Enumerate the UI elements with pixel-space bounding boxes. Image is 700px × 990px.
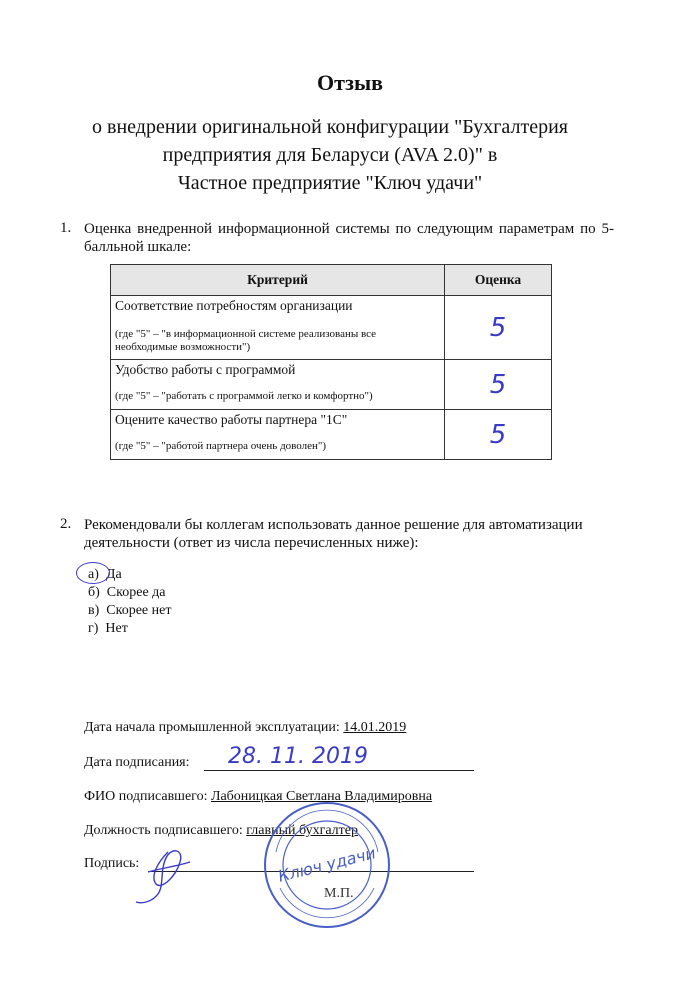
- option-d: [88, 620, 128, 638]
- option-label: а): [88, 567, 99, 582]
- criterion-cell: [111, 410, 445, 460]
- selected-option-circle: [76, 562, 110, 584]
- handwritten-signature: [128, 832, 208, 912]
- criterion-note: (где "5" – "в информационной системе реализованы все необходимые возможности"): [115, 328, 377, 353]
- criterion-cell: [111, 360, 445, 410]
- mp-label: М.П.: [324, 886, 354, 901]
- sign-date-field: [84, 755, 190, 771]
- option-text: Да: [105, 567, 122, 582]
- option-b: [88, 584, 166, 602]
- start-date-value: 14.01.2019: [343, 720, 407, 735]
- criterion-cell: [111, 296, 445, 360]
- criterion-column-header: Критерий: [111, 265, 445, 296]
- subtitle-line-3: Частное предприятие "Ключ удачи": [177, 172, 483, 194]
- table-row: [111, 296, 552, 360]
- criteria-table: [110, 264, 552, 460]
- criterion-title: Соответствие потребностям организации: [115, 298, 353, 313]
- criterion-note: (где "5" – "работой партнера очень доволен"): [115, 440, 327, 452]
- fio-value: Лабоницкая Светлана Владимировна: [210, 789, 433, 804]
- start-date-label: Дата начала промышленной эксплуатации:: [84, 720, 340, 735]
- subtitle-line-1: о внедрении оригинальной конфигурации "Бухгалтерия: [92, 116, 568, 138]
- score-cell: 5: [445, 410, 552, 460]
- position-label: Должность подписавшего:: [84, 823, 243, 838]
- section-1-number: 1.: [60, 220, 72, 236]
- stamp-text: Ключ удачи: [276, 843, 378, 886]
- option-label: г): [88, 621, 99, 636]
- criterion-title: Оцените качество работы партнера "1С": [115, 412, 348, 427]
- option-text: Скорее нет: [106, 603, 172, 618]
- document-title: Отзыв: [316, 70, 384, 95]
- score-column-header: Оценка: [445, 265, 552, 296]
- sign-date-label: Дата подписания:: [84, 755, 190, 770]
- position-value: главный бухгалтер: [246, 823, 358, 838]
- option-c: [88, 602, 171, 620]
- sign-date-line: [204, 770, 474, 771]
- section-1-text: Оценка внедренной информационной системы по следующим параметрам по 5-балльной шкале:: [84, 221, 614, 255]
- option-text: Нет: [105, 621, 128, 636]
- subtitle-line-2: предприятия для Беларуси (AVA 2.0)" в: [162, 144, 498, 166]
- option-text: Скорее да: [106, 585, 166, 600]
- section-2-number: 2.: [60, 516, 72, 532]
- criterion-note: (где "5" – "работать с программой легко и комфортно"): [115, 390, 373, 402]
- section-2-text: Рекомендовали бы коллегам использовать данное решение для автоматизации деятельности (ответ из числа перечисленных ниже):: [84, 517, 583, 551]
- signature-label: Подпись:: [84, 856, 140, 871]
- option-label: б): [88, 585, 100, 600]
- sign-date-value: 28. 11. 2019: [228, 744, 368, 769]
- score-cell: 5: [445, 360, 552, 410]
- criterion-title: Удобство работы с программой: [115, 362, 296, 377]
- score-cell: 5: [445, 296, 552, 360]
- table-row: [111, 410, 552, 460]
- start-date-field: [84, 720, 406, 736]
- option-label: в): [88, 603, 100, 618]
- table-row: [111, 360, 552, 410]
- fio-label: ФИО подписавшего:: [84, 789, 208, 804]
- criteria-table-header: [111, 265, 552, 296]
- company-stamp: [262, 800, 392, 930]
